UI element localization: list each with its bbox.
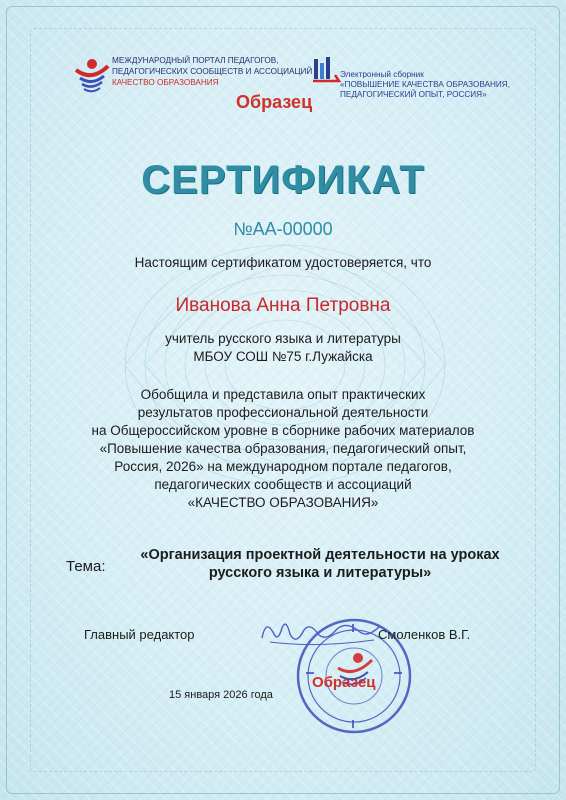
collection-name-line-1: Электронный сборник — [340, 70, 424, 79]
theme-text — [120, 546, 520, 582]
collection-name-line-3: ПЕДАГОГИЧЕСКИЙ ОПЫТ, РОССИЯ» — [340, 90, 487, 99]
intro-text: Настоящим сертификатом удостоверяется, что — [134, 255, 432, 270]
collection-name — [340, 70, 510, 100]
portal-name-line-2: ПЕДАГОГИЧЕСКИХ СООБЩЕСТВ И АССОЦИАЦИЙ — [112, 67, 313, 76]
portal-name-line-3: КАЧЕСТВО ОБРАЗОВАНИЯ — [112, 78, 219, 87]
certificate-title: СЕРТИФИКАТ — [141, 158, 425, 202]
body-line-2: результатов профессиональной деятельности — [137, 405, 429, 420]
portal-name — [112, 55, 312, 88]
portal-logo-icon — [72, 56, 112, 96]
body-line-6: педагогических сообществ и ассоциаций — [154, 477, 412, 492]
position-line-2: МБОУ СОШ №75 г.Лужайска — [193, 349, 373, 364]
editor-label: Главный редактор — [84, 627, 195, 642]
issue-date: 15 января 2026 года — [169, 689, 273, 701]
theme-label: Тема: — [66, 558, 106, 575]
body-line-3: на Общероссийском уровне в сборнике рабочих материалов — [91, 423, 475, 438]
certificate-number: №АА-00000 — [233, 219, 333, 239]
theme-line-2: русского языка и литературы» — [208, 565, 432, 581]
body-line-5: Россия, 2026» на международном портале педагогов, — [114, 459, 452, 474]
position-line-1: учитель русского языка и литературы — [165, 331, 401, 346]
body-line-7: «КАЧЕСТВО ОБРАЗОВАНИЯ» — [187, 495, 379, 510]
collection-logo-icon — [311, 55, 341, 85]
sample-watermark-top: Образец — [236, 92, 313, 112]
theme-line-1: «Организация проектной деятельности на уроках — [140, 547, 500, 563]
recipient-name: Иванова Анна Петровна — [175, 295, 391, 316]
collection-name-line-2: «ПОВЫШЕНИЕ КАЧЕСТВА ОБРАЗОВАНИЯ, — [340, 80, 510, 89]
sample-watermark-stamp: Образец — [312, 674, 376, 691]
body-line-1: Обобщила и представила опыт практических — [140, 387, 426, 402]
portal-name-line-1: МЕЖДУНАРОДНЫЙ ПОРТАЛ ПЕДАГОГОВ, — [112, 56, 279, 65]
editor-signature — [256, 612, 386, 652]
editor-name: Смоленков В.Г. — [378, 627, 471, 642]
body-line-4: «Повышение качества образования, педагогический опыт, — [99, 441, 467, 456]
